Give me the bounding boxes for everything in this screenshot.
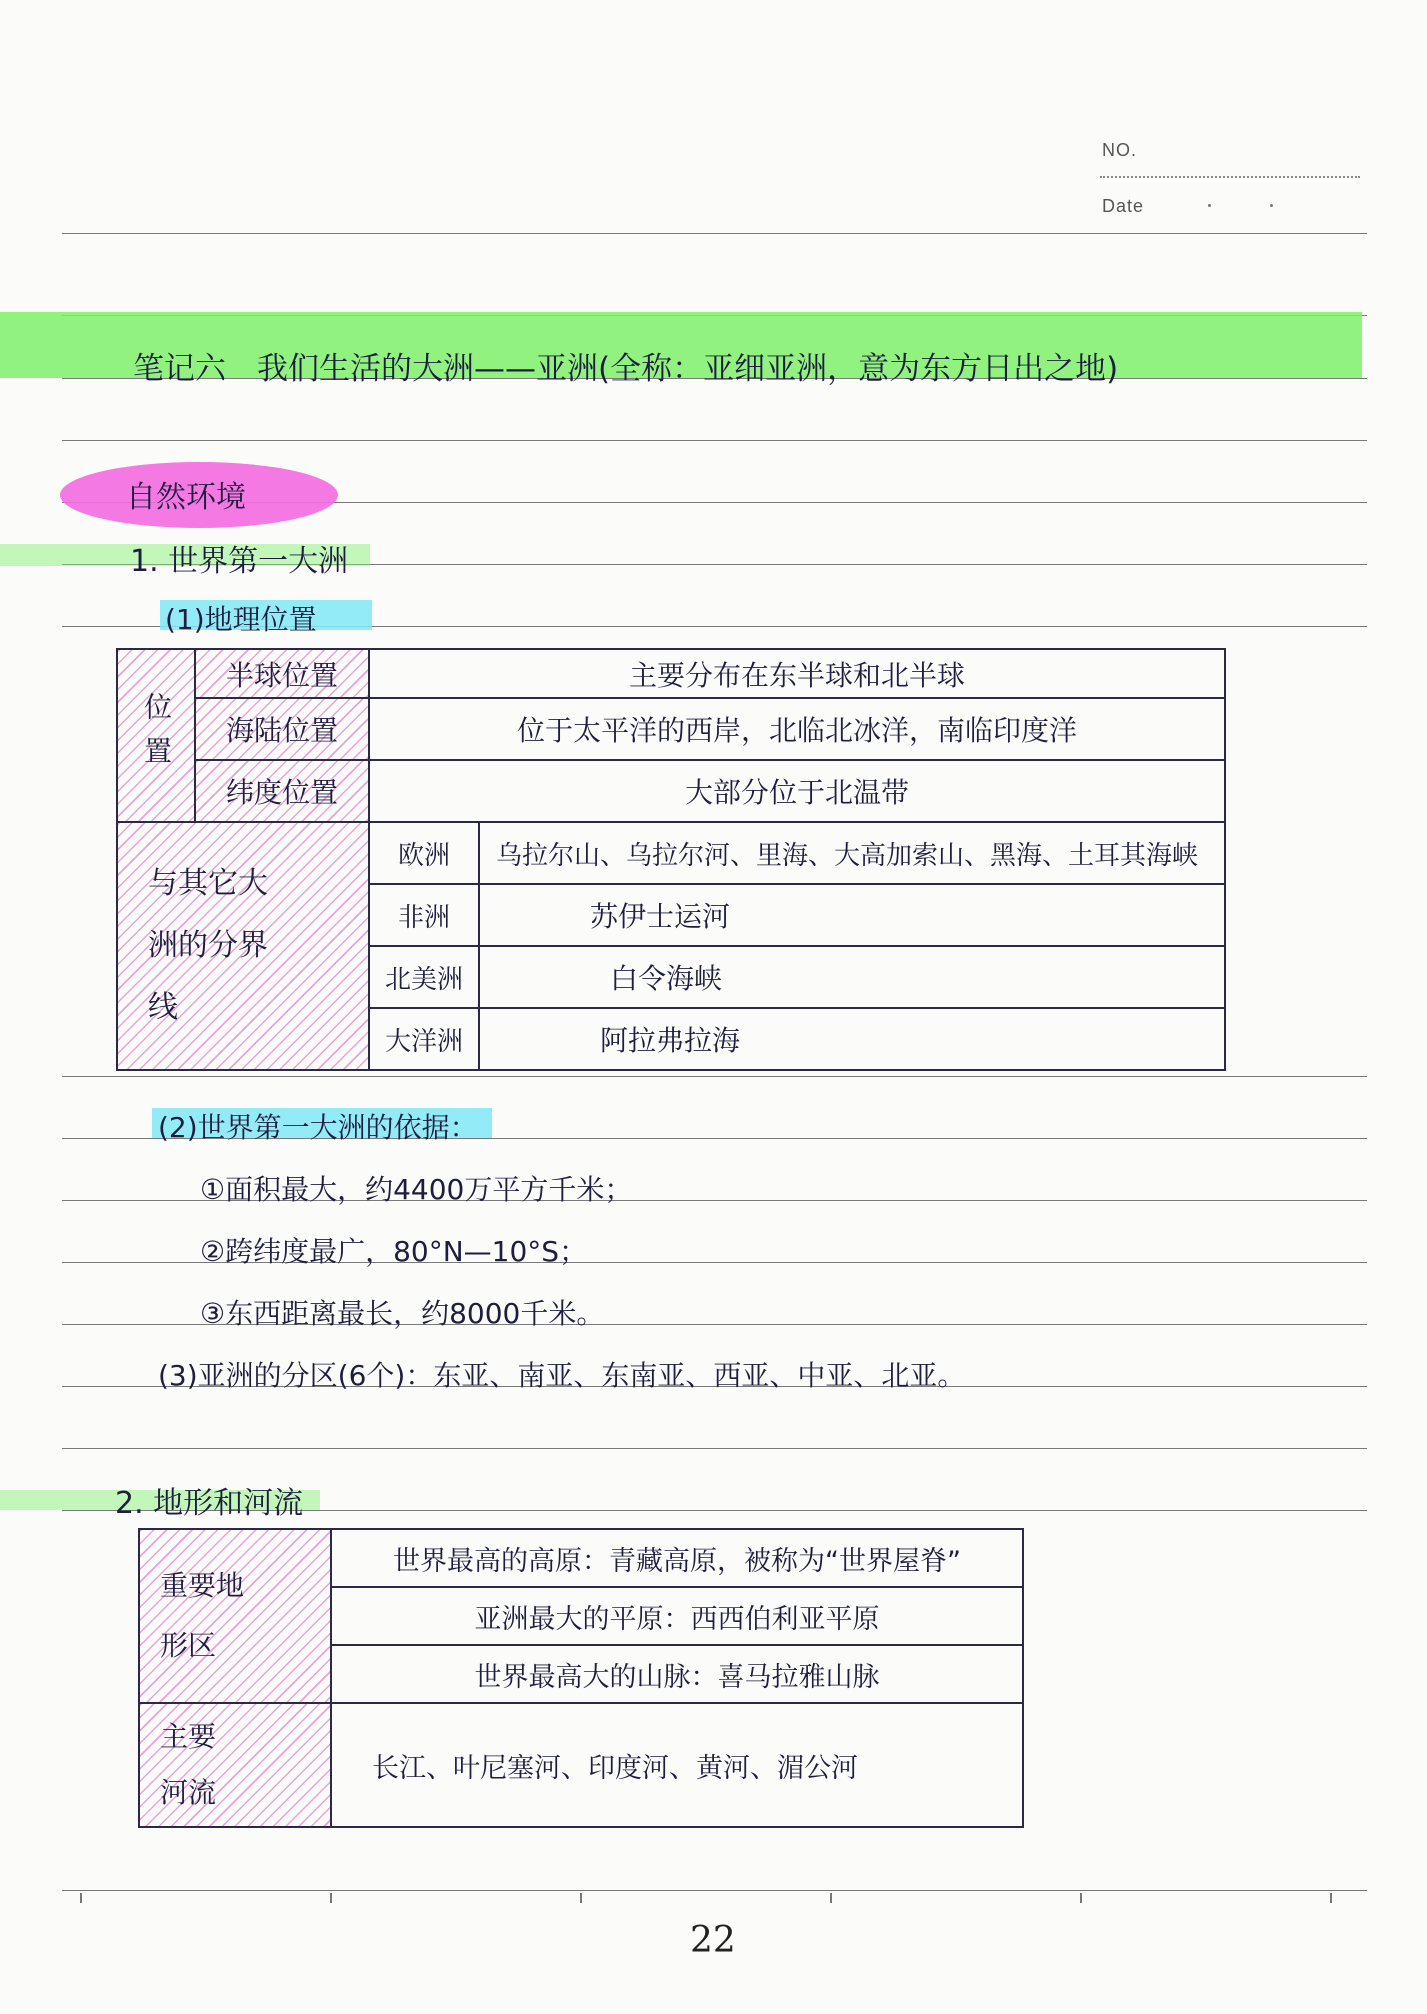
- section-natural: 自然环境: [126, 480, 246, 515]
- boundary-continent: 大洋洲: [369, 1008, 479, 1070]
- boundary-value: 阿拉弗拉海: [479, 1008, 1225, 1070]
- location-row-value: 主要分布在东半球和北半球: [369, 649, 1225, 698]
- boundary-continent: 北美洲: [369, 946, 479, 1008]
- heading-terrain: 2. 地形和河流: [115, 1486, 304, 1521]
- location-row-label: 纬度位置: [195, 760, 369, 822]
- date-dot: [1270, 204, 1273, 207]
- location-row-value: 大部分位于北温带: [369, 760, 1225, 822]
- boundary-label-text: 与其它大洲的分界线: [148, 866, 268, 1025]
- heading-largest-continent: 1. 世界第一大洲: [130, 544, 349, 579]
- location-group-label: 位置: [117, 649, 195, 822]
- basis-item: ③东西距离最长，约8000千米。: [200, 1297, 605, 1330]
- boundary-continent: 非洲: [369, 884, 479, 946]
- location-row-label: 半球位置: [195, 649, 369, 698]
- terrain-item: 亚洲最大的平原：西西伯利亚平原: [331, 1587, 1023, 1645]
- basis-item: ①面积最大，约4400万平方千米；: [200, 1173, 633, 1206]
- regions-text: (3)亚洲的分区(6个)：东亚、南亚、东南亚、西亚、中亚、北亚。: [158, 1359, 966, 1392]
- location-row-value: 位于太平洋的西岸，北临北冰洋，南临印度洋: [369, 698, 1225, 760]
- river-label-cell: [139, 1703, 331, 1827]
- boundary-value: 苏伊士运河: [479, 884, 1225, 946]
- ruler-tick: [330, 1893, 332, 1903]
- ruler-tick: [830, 1893, 832, 1903]
- page-title: 笔记六 我们生活的大洲——亚洲(全称：亚细亚洲，意为东方日出之地): [133, 351, 1119, 387]
- ruler-tick: [1080, 1893, 1082, 1903]
- heading-location: (1)地理位置: [165, 603, 317, 636]
- ruled-line: [62, 1076, 1367, 1077]
- ruled-line: [62, 1448, 1367, 1449]
- ruler-tick: [580, 1893, 582, 1903]
- terrain-label-cell: [139, 1529, 331, 1703]
- location-row-label: 海陆位置: [195, 698, 369, 760]
- date-label: Date: [1102, 196, 1145, 216]
- ruled-line: [62, 440, 1367, 441]
- location-table: [116, 648, 1226, 1071]
- terrain-label: 重要地形区: [160, 1569, 245, 1662]
- no-dotted-line: [1100, 176, 1360, 178]
- boundary-value: 乌拉尔山、乌拉尔河、里海、大高加索山、黑海、土耳其海峡: [479, 822, 1225, 884]
- boundary-value: 白令海峡: [479, 946, 1225, 1008]
- terrain-table: [138, 1528, 1024, 1828]
- boundary-continent: 欧洲: [369, 822, 479, 884]
- heading-basis: (2)世界第一大洲的依据：: [158, 1111, 478, 1144]
- ruled-line: [62, 233, 1367, 234]
- boundary-label: [117, 822, 369, 1070]
- date-dot: [1208, 204, 1211, 207]
- ruled-line: [62, 1890, 1367, 1891]
- basis-item: ②跨纬度最广，80°N—10°S；: [200, 1235, 588, 1268]
- page-number: 22: [690, 1920, 736, 1961]
- terrain-item: 世界最高大的山脉：喜马拉雅山脉: [331, 1645, 1023, 1703]
- ruler-tick: [1330, 1893, 1332, 1903]
- ruler-tick: [80, 1893, 82, 1903]
- river-label: 主要河流: [160, 1720, 217, 1809]
- no-label: NO.: [1102, 140, 1138, 160]
- terrain-item: 世界最高的高原：青藏高原，被称为“世界屋脊”: [331, 1529, 1023, 1587]
- river-value: 长江、叶尼塞河、印度河、黄河、湄公河: [331, 1703, 1023, 1827]
